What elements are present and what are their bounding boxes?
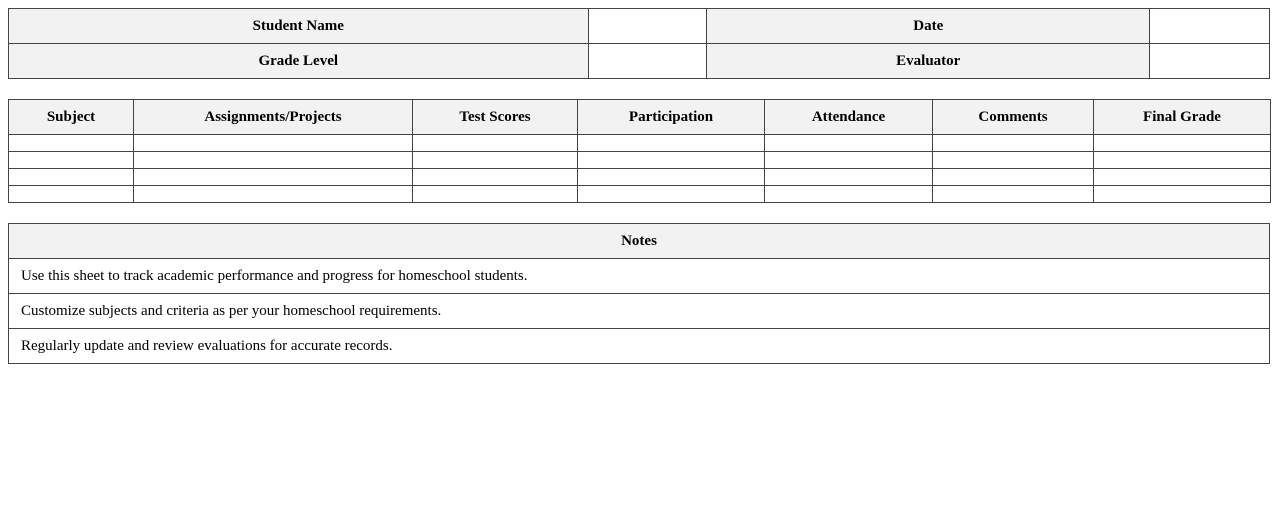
table-row xyxy=(9,135,1271,152)
cell-final-grade[interactable] xyxy=(1094,152,1271,169)
cell-assignments[interactable] xyxy=(134,186,413,203)
cell-comments[interactable] xyxy=(933,152,1094,169)
grades-header-row xyxy=(9,100,1271,135)
note-text: Regularly update and review evaluations for accurate records. xyxy=(9,329,1270,364)
list-item xyxy=(9,294,1270,329)
cell-assignments[interactable] xyxy=(134,135,413,152)
notes-table xyxy=(8,223,1270,364)
student-name-field[interactable] xyxy=(588,9,707,44)
cell-participation[interactable] xyxy=(578,135,765,152)
header-final-grade: Final Grade xyxy=(1094,100,1271,135)
cell-participation[interactable] xyxy=(578,186,765,203)
cell-assignments[interactable] xyxy=(134,169,413,186)
header-assignments-projects: Assignments/Projects xyxy=(134,100,413,135)
table-row xyxy=(9,186,1271,203)
cell-attendance[interactable] xyxy=(765,186,933,203)
header-attendance: Attendance xyxy=(765,100,933,135)
info-row-2 xyxy=(9,44,1270,79)
notes-title: Notes xyxy=(9,224,1270,259)
evaluator-label: Evaluator xyxy=(707,44,1150,79)
student-info-table xyxy=(8,8,1270,79)
cell-final-grade[interactable] xyxy=(1094,135,1271,152)
header-comments: Comments xyxy=(933,100,1094,135)
table-row xyxy=(9,152,1271,169)
list-item xyxy=(9,329,1270,364)
header-participation: Participation xyxy=(578,100,765,135)
cell-final-grade[interactable] xyxy=(1094,186,1271,203)
cell-test-scores[interactable] xyxy=(413,186,578,203)
cell-test-scores[interactable] xyxy=(413,135,578,152)
date-field[interactable] xyxy=(1150,9,1270,44)
evaluator-field[interactable] xyxy=(1150,44,1270,79)
cell-subject[interactable] xyxy=(9,135,134,152)
cell-test-scores[interactable] xyxy=(413,169,578,186)
student-name-label: Student Name xyxy=(9,9,589,44)
cell-subject[interactable] xyxy=(9,169,134,186)
header-subject: Subject xyxy=(9,100,134,135)
cell-participation[interactable] xyxy=(578,152,765,169)
cell-comments[interactable] xyxy=(933,169,1094,186)
cell-participation[interactable] xyxy=(578,169,765,186)
note-text: Use this sheet to track academic performance and progress for homeschool students. xyxy=(9,259,1270,294)
list-item xyxy=(9,259,1270,294)
cell-assignments[interactable] xyxy=(134,152,413,169)
cell-attendance[interactable] xyxy=(765,152,933,169)
cell-attendance[interactable] xyxy=(765,135,933,152)
info-row-1 xyxy=(9,9,1270,44)
notes-header-row xyxy=(9,224,1270,259)
header-test-scores: Test Scores xyxy=(413,100,578,135)
note-text: Customize subjects and criteria as per your homeschool requirements. xyxy=(9,294,1270,329)
grade-level-label: Grade Level xyxy=(9,44,589,79)
date-label: Date xyxy=(707,9,1150,44)
table-row xyxy=(9,169,1271,186)
cell-test-scores[interactable] xyxy=(413,152,578,169)
cell-subject[interactable] xyxy=(9,186,134,203)
grade-level-field[interactable] xyxy=(588,44,707,79)
cell-comments[interactable] xyxy=(933,135,1094,152)
cell-subject[interactable] xyxy=(9,152,134,169)
cell-attendance[interactable] xyxy=(765,169,933,186)
grades-table xyxy=(8,99,1271,203)
cell-comments[interactable] xyxy=(933,186,1094,203)
cell-final-grade[interactable] xyxy=(1094,169,1271,186)
